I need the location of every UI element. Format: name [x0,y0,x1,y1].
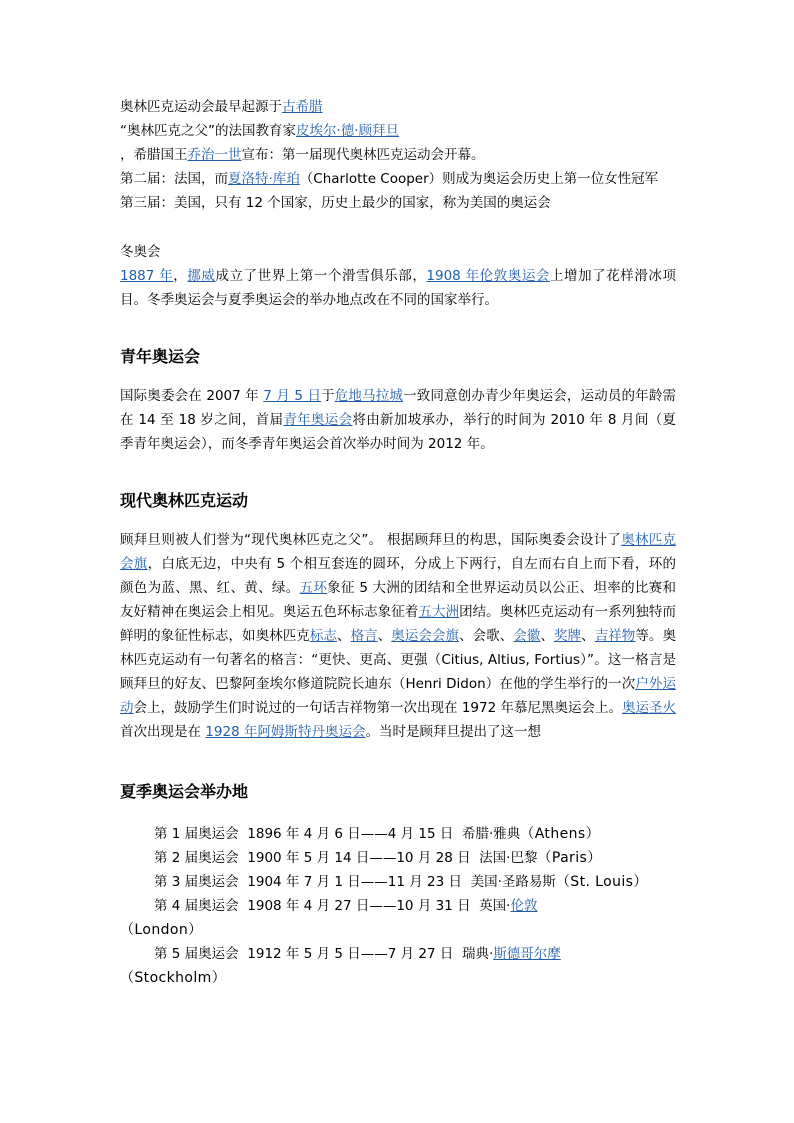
game-dates: 1896 年 4 月 6 日——4 月 15 日 [247,826,454,842]
text: ， [173,268,188,284]
text: 、 [581,628,595,644]
modern-paragraph [120,528,676,744]
game-native-name: （St. Louis） [555,874,648,890]
text: 等。奥林匹克运动有一句著名的格言：“更快、更高、更强（Citius, Altius, Fortius）”。这一格言是顾拜旦的好友、巴黎阿奎埃尔修道院院长迪东（Henri Didon）在他的学生举行的一次 [120,628,676,692]
game-label: 第 2 届奥运会 [154,850,239,866]
text: （Charlotte Cooper）则成为奥运会历史上第一位女性冠军 [299,171,659,187]
text: ，希腊国王 [120,147,188,163]
game-label: 第 3 届奥运会 [154,874,239,890]
game-native-name: （Athens） [520,826,600,842]
modern-section [120,489,676,513]
text: 、 [377,628,392,644]
link-olympic-flame[interactable]: 奥运圣火 [622,700,677,716]
link-stockholm[interactable]: 斯德哥尔摩 [493,946,561,962]
text: 团结。奥林匹克运动有一系列独特而鲜明的象征性标志，如奥林匹克 [120,604,676,644]
youth-section [120,345,676,369]
text: 。当时是顾拜旦提出了这一想 [365,724,541,740]
link-mascot[interactable]: 吉祥物 [594,628,636,644]
link-george-i[interactable]: 乔治一世 [187,147,242,163]
text: 成立了世界上第一个滑雪俱乐部， [215,268,427,284]
winter-title: 冬奥会 [120,244,161,260]
game-label: 第 4 届奥运会 [154,898,239,914]
link-medal[interactable]: 奖牌 [554,628,582,644]
summer-section [120,780,676,804]
link-symbol[interactable]: 标志 [309,628,337,644]
link-norway[interactable]: 挪威 [187,268,216,284]
text: 顾拜旦则被人们誉为“现代奥林匹克之父”。 根据顾拜旦的构思，国际奥委会设计了 [120,532,622,548]
text: 一致同意创办青少年奥运会，运动员的年龄需在 14 至 18 岁之间，首届 [120,388,676,428]
text: 、 [337,628,351,644]
list-item [120,846,676,870]
link-emblem[interactable]: 会徽 [513,628,541,644]
game-native-name: （London） [120,922,203,938]
text: 象征 5 大洲的团结和全世界运动员以公正、坦率的比赛和友好精神在奥运会上相见。奥运五色环标志象征着 [120,580,677,620]
game-native-name: （Paris） [537,850,602,866]
link-outdoor-sports[interactable]: 户外运动 [120,676,676,716]
text: 将由新加坡承办，举行的时间为 2010 年 8 月间（夏季青年奥运会），而冬季青年奥运会首次举办时间为 2012 年。 [120,412,676,452]
youth-paragraph [120,384,676,456]
link-1887[interactable]: 1887 年 [120,268,174,284]
game-native-name: （Stockholm） [120,970,227,986]
text: 奥林匹克运动会最早起源于 [120,99,282,115]
text: 、 [540,628,554,644]
youth-heading: 青年奥运会 [120,347,201,366]
text: 国际奥委会在 2007 年 [120,388,264,404]
game-label: 第 5 届奥运会 [154,946,239,962]
text: 第二届：法国，而 [120,171,228,187]
winter-paragraph [120,264,676,312]
text: 宣布：第一届现代奥林匹克运动会开幕。 [241,147,485,163]
text: 于 [321,388,335,404]
intro-line-3 [120,143,676,167]
link-youth-olympics[interactable]: 青年奥运会 [283,412,353,428]
intro-section [120,95,676,215]
text: “奥林匹克之父”的法国教育家 [120,123,296,139]
modern-heading: 现代奥林匹克运动 [120,491,249,510]
text: 、会歌、 [459,628,514,644]
modern-body [120,528,676,744]
game-dates: 1904 年 7 月 1 日——11 月 23 日 [247,874,462,890]
link-olympic-games-flag[interactable]: 奥运会会旗 [391,628,460,644]
link-1928-amsterdam[interactable]: 1928 年阿姆斯特丹奥运会 [205,724,366,740]
game-host: 希腊·雅典 [462,826,521,842]
text: 会上，鼓励学生们时说过的一句话吉祥物第一次出现在 1972 年慕尼黑奥运会上。 [133,700,622,716]
game-host: 瑞典· [462,946,494,962]
game-label: 第 1 届奥运会 [154,826,239,842]
link-coubertin[interactable]: 皮埃尔·德·顾拜旦 [296,123,400,139]
list-item [120,942,676,966]
list-item [120,894,676,918]
game-host: 法国·巴黎 [479,850,538,866]
link-five-continents[interactable]: 五大洲 [418,604,460,620]
link-motto[interactable]: 格言 [350,628,378,644]
link-1908-london[interactable]: 1908 年伦敦奥运会 [426,268,550,284]
winter-section [120,240,676,312]
list-item [120,822,676,846]
youth-body [120,384,676,456]
intro-line-2 [120,119,676,143]
intro-line-5: 第三届：美国，只有 12 个国家，历史上最少的国家，称为美国的奥运会 [120,195,551,211]
intro-line-4 [120,167,676,191]
link-ancient-greece[interactable]: 古希腊 [282,99,323,115]
game-dates: 1912 年 5 月 5 日——7 月 27 日 [247,946,454,962]
game-host: 英国· [479,898,511,914]
link-olympic-flag[interactable]: 奥林匹克会旗 [120,532,677,572]
summer-list [120,822,676,990]
game-host: 美国·圣路易斯 [470,874,556,890]
link-charlotte-cooper[interactable]: 夏洛特·库珀 [228,171,300,187]
game-dates: 1900 年 5 月 14 日——10 月 28 日 [247,850,471,866]
link-london[interactable]: 伦敦 [510,898,538,914]
link-five-rings[interactable]: 五环 [299,580,328,596]
intro-line-1 [120,95,676,119]
summer-heading: 夏季奥运会举办地 [120,782,249,801]
text: ，白底无边，中央有 5 个相互套连的圆环，分成上下两行，自左而右自上而下看，环的颜色为蓝、黑、红、黄、绿。 [120,556,677,596]
text: 首次出现是在 [120,724,206,740]
game-dates: 1908 年 4 月 27 日——10 月 31 日 [247,898,471,914]
list-item [120,870,676,894]
link-july-5[interactable]: 7 月 5 日 [263,388,322,404]
link-guatemala-city[interactable]: 危地马拉城 [334,388,404,404]
text: 上增加了花样滑冰项目。冬季奥运会与夏季奥运会的举办地点改在不同的国家举行。 [120,268,676,308]
